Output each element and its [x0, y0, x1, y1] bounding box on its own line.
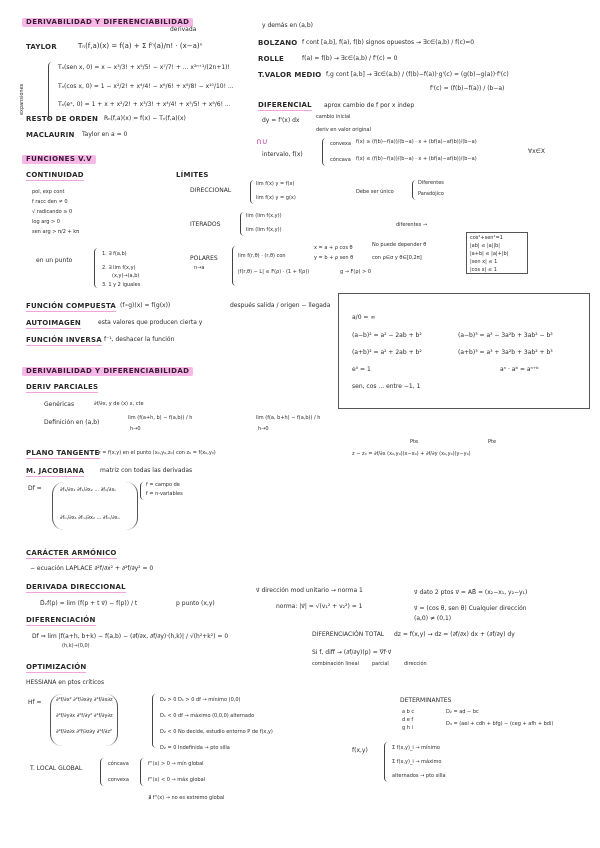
punto-brace: [94, 248, 100, 288]
laplace: − ecuación LAPLACE ∂²f/∂x² + ∂²f/∂y² = 0: [30, 565, 154, 572]
det-label: DETERMINANTES: [400, 697, 452, 704]
pol-1b: x = a + ρ cos θ: [314, 245, 353, 251]
h0-y: h→0: [258, 426, 269, 432]
tvm-text: f,g cont [a,b] → ∃c∈(a,b) / (f(b)−f(a))·g'(c) = (g(b)−g(a))·f'(c): [326, 71, 509, 78]
total-formula: dz = f(x,y) → dz = (∂f/∂x) dx + (∂f/∂y) dy: [394, 631, 515, 638]
alg-3b: (a+b)³ = a³ + 3a²b + 3ab² + b³: [458, 349, 553, 356]
taylor-sen: Tₙ(sen x, 0) = x − x³/3! + x⁵/5! − x⁷/7! + ... x²ⁿ⁺¹/(2n+1)!: [58, 64, 230, 71]
trig-2: |a+b| ≤ |a|+|b|: [470, 251, 509, 257]
alg-1: a/0 = ∞: [352, 314, 376, 321]
convexa-label: convexa: [330, 141, 351, 147]
pol-1c: y = b + ρ sen θ: [314, 255, 354, 261]
tl-brace-2: [140, 758, 145, 786]
compuesta-label: FUNCIÓN COMPUESTA: [26, 302, 117, 310]
tl-conv: convexa: [108, 777, 129, 783]
inversa-label: FUNCIÓN INVERSA: [26, 336, 102, 344]
det-1: D₂ = ad − bc: [446, 709, 479, 715]
comb-label: combinación lineal: [312, 661, 359, 667]
ext-brace: [384, 742, 390, 782]
cont-item-4: sen arg > π/2 + kπ: [32, 229, 80, 235]
compuesta-text2: después salida / origen − llegada: [230, 302, 331, 309]
pte-y: Pte: [488, 439, 497, 445]
taylor-cos: Tₙ(cos x, 0) = 1 − x²/2! + x⁴/4! − x⁶/6! + x⁸/8! − x¹⁰/10! ...: [58, 83, 234, 90]
punto-item-1: 2. ∃ lim f(x,y): [102, 265, 136, 271]
direccion-label: dirección: [404, 661, 427, 667]
tl-1: f''(x) > 0 → mín global: [148, 761, 204, 767]
limites-label: LÍMITES: [176, 171, 209, 179]
tl-conc: cóncava: [108, 761, 129, 767]
diferencial-label: DIFERENCIAL: [258, 101, 312, 109]
tl-brace: [100, 758, 106, 786]
dir-b: lim f(x) y = g(x): [256, 195, 296, 201]
header-deriv: DERIVABILIDAD Y DIFERENCIABILIDAD: [22, 367, 193, 376]
plano-formula: z − z₀ = ∂f/∂x (x₀,y₀)(x−x₀) + ∂f/∂y (x₀,y₀)(y−y₀): [352, 451, 471, 457]
jacob-m-1: f = n-variables: [146, 491, 183, 497]
hess-row-3: ∂²f/∂z∂x ∂²f/∂z∂y ∂²f/∂z²: [56, 729, 113, 735]
rolle-text: f(a) = f(b) → ∃c∈(a,b) / f'(c) = 0: [302, 55, 398, 62]
taylor-brace: [48, 62, 55, 120]
iterados-label: ITERADOS: [190, 221, 221, 228]
case-1: D₁ < 0 df → máximo (0,0,0) alternado: [160, 713, 255, 719]
dir-note: Debe ser único: [356, 189, 394, 195]
header-funciones: FUNCIONES V.V: [22, 155, 96, 164]
h0-x: h→0: [130, 426, 141, 432]
pol-brace: [232, 246, 238, 286]
it-a: lim (lim f(x,y)): [246, 213, 282, 219]
optim-label: OPTIMIZACIÓN: [26, 663, 87, 671]
bolzano-text: f cont [a,b], f(a), f(b) signos opuestos → ∃c∈(a,b) / f(c)=0: [302, 39, 475, 46]
dir-2p: v⃗ dato 2 ptos v⃗ = AB⃗ = (x₂−x₁, y₂−y₁): [414, 589, 528, 596]
cont-item-3: log arg > 0: [32, 219, 60, 225]
intervalo-text: intervalo, f(x): [262, 151, 303, 158]
dir-formula: D⃗ᵥf(p) = lim (f(p + t v⃗) − f(p)) / t: [40, 600, 138, 607]
genericas-formula: ∂f/∂x, y de (x) x, cte: [94, 401, 144, 407]
case-2: D₂ < 0 No decide, estudio entorno P de f(x,y): [160, 729, 273, 735]
hf-label: Hf =: [28, 699, 42, 706]
definicion-label: Definición en (a,b): [44, 419, 100, 426]
polares-label: POLARES: [190, 255, 218, 262]
hess-row-2: ∂²f/∂y∂x ∂²f/∂y² ∂²f/∂y∂z: [56, 713, 113, 719]
punto-lim-sub: (x,y)→(a,b): [112, 273, 140, 279]
tlocal-label: T. LOCAL GLOBAL: [30, 765, 83, 772]
jacob-m-0: f = campo de: [146, 482, 180, 488]
deriv-valor: deriv en valor original: [316, 127, 371, 133]
parciales-label: DERIV PARCIALES: [26, 383, 99, 391]
def-x: lim (f(a+h, b) − f(a,b)) / h: [128, 415, 193, 421]
it-note: diferentes →: [396, 222, 428, 228]
alg-4: e⁰ = 1: [352, 366, 371, 373]
diferenciacion-formula: Df ⇒ lim |f(a+h, b+k) − f(a,b) − (∂f/∂x, ∂f/∂y)·(h,k)| / √(h²+k²) = 0: [32, 633, 229, 640]
pol-note1: No puede depender θ: [372, 242, 427, 248]
maclaurin-label: MACLAURIN: [26, 131, 75, 139]
cont-item-2: √ radicando ≥ 0: [32, 209, 73, 215]
autoimagen-label: AUTOIMAGEN: [26, 319, 81, 327]
taylor-formula: Tₙ(f,a)(x) = f(a) + Σ fⁿ(a)/n! · (x−a)ⁿ: [78, 42, 203, 50]
alg-2: (a−b)² = a² − 2ab + b²: [352, 332, 422, 339]
resto-label: RESTO DE ORDEN: [26, 115, 98, 123]
tl-2: f''(x) < 0 → máx global: [148, 777, 206, 783]
alg-5: sen, cos ... entre −1, 1: [352, 383, 421, 390]
hess-row-1: ∂²f/∂x² ∂²f/∂x∂y ∂²f/∂x∂z: [56, 697, 113, 703]
cont-item-1: f racc den ≠ 0: [32, 199, 68, 205]
en-un-punto: en un punto: [36, 257, 73, 264]
inversa-text: f⁻¹, deshacer la función: [104, 336, 175, 343]
convex-brace: [322, 138, 328, 166]
pol-3: g → F(ρ) > 0: [340, 269, 372, 275]
jacob-label: M. JACOBIANA: [26, 467, 85, 475]
concava-formula: f(x) ≤ (f(b)−f(a))/(b−a) · x + (bf(a)−af(b))/(b−a): [356, 156, 477, 162]
resto-formula: Rₙ(f,a)(x) = f(x) − Tₙ(f,a)(x): [104, 115, 186, 122]
header-diff: DERIVABILIDAD Y DIFERENCIABILIDAD: [22, 18, 193, 27]
rolle-label: ROLLE: [258, 55, 285, 63]
tvm-text2: f'(c) = (f(b)−f(a)) / (b−a): [430, 85, 505, 92]
jacob-cell-1: ∂f₁/∂x₁ ∂f₁/∂x₂ ... ∂f₁/∂xₙ: [60, 487, 117, 493]
diferencial-text: aprox cambio de f por x indep: [324, 102, 415, 109]
dir-opt-1: Paradójico: [418, 191, 444, 197]
jacob-text: matriz con todas las derivadas: [100, 467, 193, 474]
jacob-brace: [140, 482, 145, 500]
punto-item-0: 1. ∃ f(a,b): [102, 251, 127, 257]
trig-3: |sen x| ≤ 1: [470, 259, 498, 265]
expansiones-label: expansiones: [19, 83, 25, 115]
maclaurin-text: Taylor en a = 0: [82, 131, 128, 138]
tl-3: ∄ f''(x) → no es extremo global: [148, 795, 225, 801]
ext-0: Σ f(x,y)_i → mínimo: [392, 745, 440, 751]
compuesta-text: (f∘g)(x) = f(g(x)): [120, 302, 171, 309]
autoimagen-text: esta valores que producen cierta y: [98, 319, 203, 326]
case-0: D₂ > 0 D₁ > 0 df → mínimo (0,0): [160, 697, 241, 703]
punto-item-2: 3. 1 y 2 iguales: [102, 282, 141, 288]
pol-note2: con ρ∈σ y θ∈[0,2π]: [372, 255, 422, 261]
trig-4: |cos x| ≤ 1: [470, 267, 497, 273]
concava-label: cóncava: [330, 157, 351, 163]
jacob-df: Df =: [28, 485, 42, 492]
alg-3: (a+b)² = a² + 2ab + b²: [352, 349, 422, 356]
taylor-exp: Tₙ(eˣ, 0) = 1 + x + x²/2! + x³/3! + x⁴/4! + x⁵/5! + x⁶/6! ...: [58, 101, 231, 108]
trig-1: |ab| ≤ |a||b|: [470, 243, 500, 249]
dir-v: v⃗ dirección mod unitario → norma 1: [256, 587, 363, 594]
armonico-label: CARÁCTER ARMÓNICO: [26, 549, 117, 557]
convex-icon: ∩∪: [256, 137, 268, 146]
diferenciacion-label: DIFERENCIACIÓN: [26, 616, 96, 624]
dir-opts-brace: [412, 180, 417, 200]
direccional-label: DIRECCIONAL: [190, 187, 232, 194]
dy-formula: dy = f'(x) dx: [262, 117, 300, 124]
det-mat-1: d e f: [402, 717, 414, 723]
bolzano-label: BOLZANO: [258, 39, 298, 47]
total-label: DIFERENCIACIÓN TOTAL: [312, 631, 385, 638]
pol-1: lim f(r,θ) · (r,θ) con: [238, 253, 286, 259]
plano-label: PLANO TANGENTE: [26, 449, 100, 457]
tvm-label: T.VALOR MEDIO: [258, 71, 322, 79]
ext-1: Σ f(x,y)_i → máximo: [392, 759, 442, 765]
def-y: lim (f(a, b+h) − f(a,b)) / h: [256, 415, 321, 421]
dir-norma: norma: |v⃗| = √(v₁² + v₂²) = 1: [276, 603, 363, 610]
alg-2b: (a−b)³ = a³ − 3a²b + 3ab² − b³: [458, 332, 553, 339]
ydemas: y demás en (a,b): [262, 22, 313, 29]
continuidad-label: CONTINUIDAD: [26, 171, 84, 179]
dir-ang: v⃗ = (cos θ, sen θ) Cualquier dirección: [414, 605, 527, 612]
xex: ∀x∈X: [528, 148, 545, 155]
jacob-cell-2: ∂fₘ/∂x₁ ∂fₘ/∂x₂ ... ∂fₘ/∂xₙ: [60, 515, 120, 521]
alg-4b: aⁿ · aᵇ = aⁿ⁺ᵇ: [500, 366, 539, 373]
det-mat-2: g h i: [402, 725, 413, 731]
ext-2: alternados → pto silla: [392, 773, 446, 779]
det-mat-0: a b c: [402, 709, 415, 715]
parcial-label: parcial: [372, 661, 389, 667]
cambio-inicial: cambio inicial: [316, 114, 351, 120]
genericas-label: Genéricas: [44, 401, 75, 408]
pte-x: Pte: [410, 439, 419, 445]
pol-2: |f(r,θ) − L| ≤ F(ρ) · (1 + f(ρ)): [238, 269, 310, 275]
convexa-formula: f(x) ≥ (f(b)−f(a))/(b−a) · x + (bf(a)−af(b))/(b−a): [356, 139, 477, 145]
hessiana-label: HESSIANA en ptos críticos: [26, 679, 105, 686]
si-formula: Si f, diff → (∂f/∂y)(p) = ∇f·v⃗: [312, 649, 392, 656]
dir-p: p punto (x,y): [176, 600, 215, 607]
gxy-label: f(x,y): [352, 747, 368, 754]
taylor-derivada: derivada: [170, 26, 197, 33]
trig-0: cos²+sen²=1: [470, 235, 503, 241]
dir-a: lim f(x) y = f(x): [256, 181, 295, 187]
det-2: D₃ = (aei + cdh + bfg) − (ceg + afh + bdi): [446, 721, 554, 727]
taylor-label: TAYLOR: [26, 43, 57, 51]
cases-brace: [152, 694, 159, 748]
dir-deriv-label: DERIVADA DIRECCIONAL: [26, 583, 126, 591]
case-3: D₂ = 0 Indefinida → pto silla: [160, 745, 230, 751]
plano-text: z = f(x,y) en el punto (x₀,y₀,z₀) con z₀ = f(x₀,y₀): [98, 450, 216, 456]
dir-ang2: (a,0) ≠ (0,1): [414, 615, 452, 622]
dir-opt-0: Diferentes: [418, 180, 444, 186]
it-b: lim (lim f(x,y)): [246, 227, 282, 233]
diferenciacion-sub: (h,k)→(0,0): [62, 643, 90, 649]
polares-sub: n→a: [194, 265, 205, 271]
cont-item-0: pol, exp cont: [32, 189, 65, 195]
